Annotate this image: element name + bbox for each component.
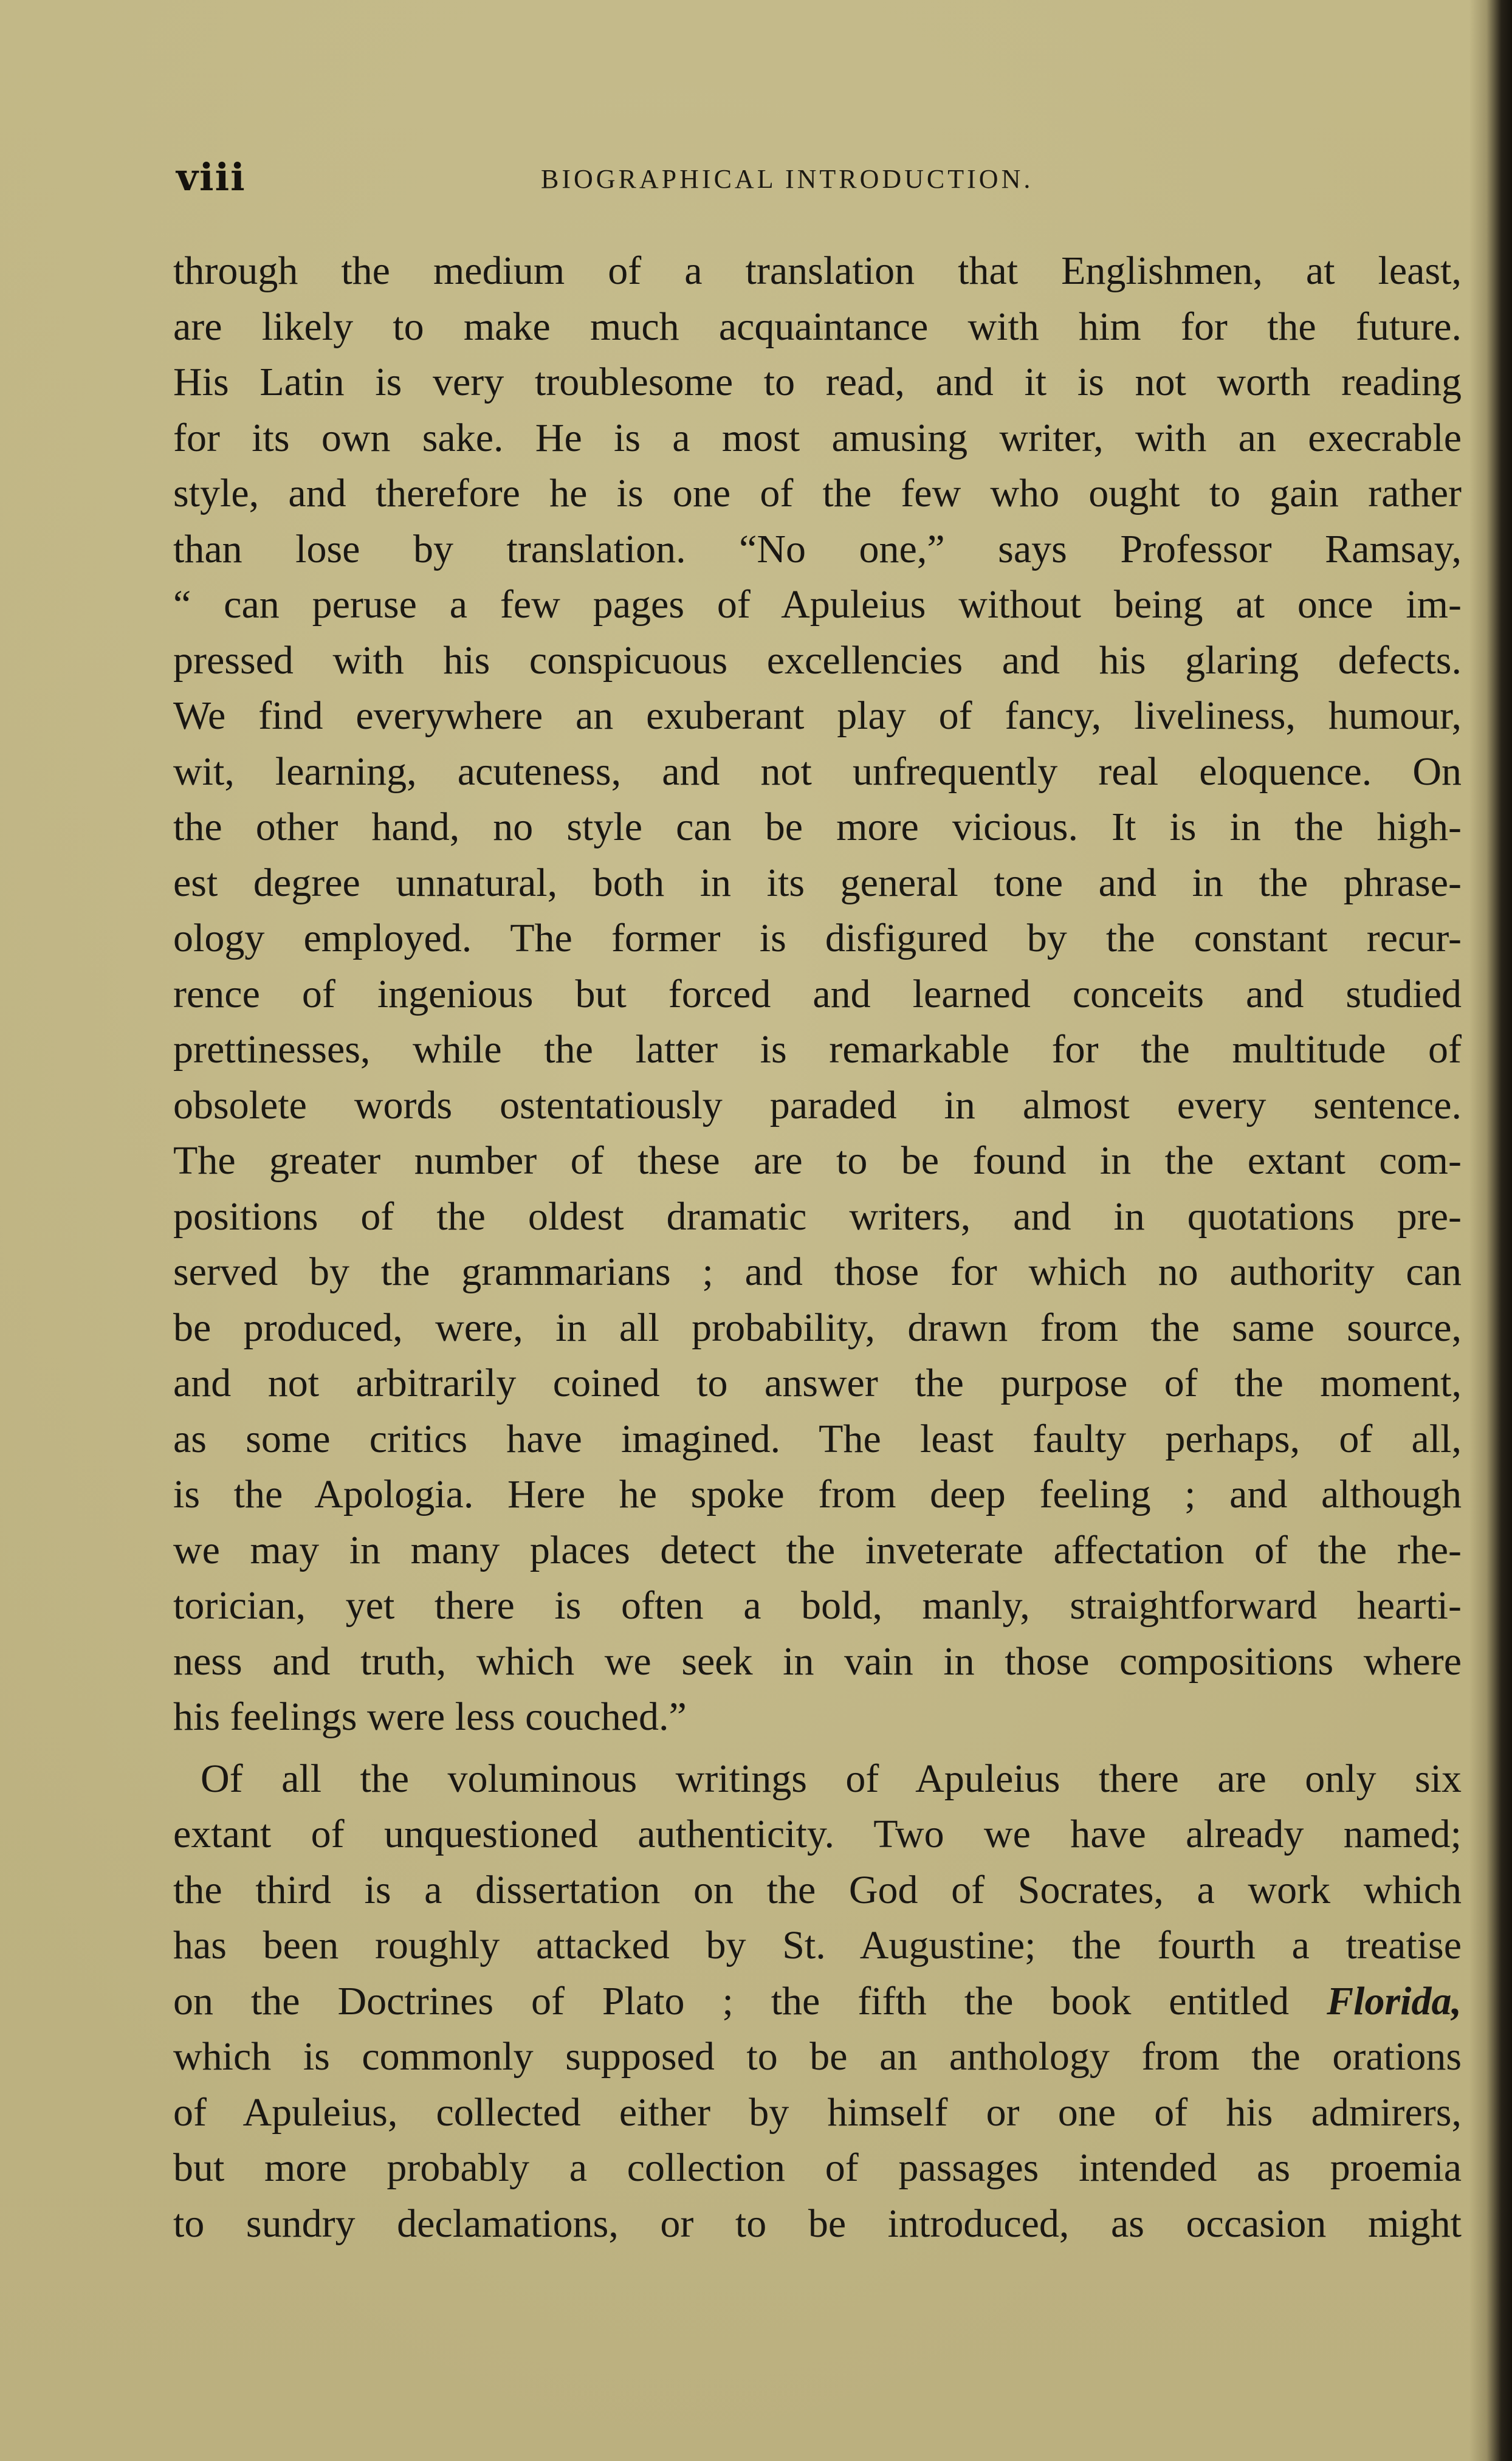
florida-title: Florida, [1327, 1978, 1462, 2023]
text-line: wit, learning, acuteness, and not unfrequently real eloquence. On [173, 749, 1462, 794]
text-line: his feelings were less couched.” [173, 1695, 687, 1739]
text-line: as some critics have imagined. The least faulty perhaps, of all, [173, 1416, 1462, 1461]
text-line: Of all the voluminous writings of Apuleius there are only six [201, 1756, 1462, 1801]
paragraph-writings [173, 1751, 1462, 2252]
text-line: but more probably a collection of passages intended as proemia [173, 2146, 1462, 2190]
text-line: We find everywhere an exuberant play of fancy, liveliness, humour, [173, 694, 1462, 738]
text-line: positions of the oldest dramatic writers, and in quotations pre- [173, 1194, 1462, 1239]
page-binding-edge [1469, 0, 1512, 2461]
text-line: served by the grammarians ; and those for which no authority can [173, 1250, 1462, 1294]
paragraph-quote [173, 243, 1462, 1745]
text-line: than lose by translation. “No one,” says Professor Ramsay, [173, 526, 1462, 571]
text-line: to sundry declamations, or to be introduced, as occasion might [173, 2201, 1462, 2246]
text-line: ology employed. The former is disfigured by the constant recur- [173, 916, 1462, 960]
text-line: The greater number of these are to be found in the extant com- [173, 1138, 1462, 1183]
text-line-florida [173, 1974, 1462, 2029]
body-text [173, 243, 1462, 2251]
text-line: which is commonly supposed to be an anthology from the orations [173, 2034, 1462, 2079]
text-line: of Apuleius, collected either by himself or one of his admirers, [173, 2090, 1462, 2135]
text-line: be produced, were, in all probability, drawn from the same source, [173, 1305, 1462, 1350]
text-line: are likely to make much acquaintance with him for the future. [173, 304, 1462, 349]
text-line: and not arbitrarily coined to answer the purpose of the moment, [173, 1361, 1462, 1405]
text-line: we may in many places detect the inveterate affectation of the rhe- [173, 1527, 1462, 1572]
text-line: est degree unnatural, both in its general tone and in the phrase- [173, 860, 1462, 905]
text-line: rence of ingenious but forced and learned conceits and studied [173, 971, 1462, 1016]
page-header [176, 155, 1459, 204]
text-line: style, and therefore he is one of the few who ought to gain rather [173, 471, 1462, 515]
text-line: through the medium of a translation that Englishmen, at least, [173, 249, 1462, 293]
text-line: torician, yet there is often a bold, manly, straightforward hearti- [173, 1583, 1462, 1628]
text-line: prettinesses, while the latter is remarkable for the multitude of [173, 1027, 1462, 1072]
text-line: is the Apologia. Here he spoke from deep feeling ; and although [173, 1472, 1462, 1516]
page-number: viii [176, 155, 246, 199]
text-line: pressed with his conspicuous excellencies and his glaring defects. [173, 638, 1462, 683]
text-line: has been roughly attacked by St. Augustine; the fourth a treatise [173, 1923, 1462, 1967]
running-head: BIOGRAPHICAL INTRODUCTION. [541, 164, 1034, 194]
text-line: extant of unquestioned authenticity. Two we have already named; [173, 1812, 1462, 1856]
text-line: the other hand, no style can be more vicious. It is in the high- [173, 805, 1462, 849]
line-text: on the Doctrines of Plato ; the fifth the book entitled [173, 1978, 1327, 2023]
text-line: the third is a dissertation on the God of Socrates, a work which [173, 1867, 1462, 1912]
text-line: “ can peruse a few pages of Apuleius without being at once im- [173, 582, 1462, 627]
text-line: ness and truth, which we seek in vain in those compositions where [173, 1639, 1462, 1684]
paragraph-gap [173, 1745, 1462, 1751]
text-line: for its own sake. He is a most amusing writer, with an execrable [173, 415, 1462, 460]
text-line: His Latin is very troublesome to read, and it is not worth reading [173, 360, 1462, 404]
text-line: obsolete words ostentatiously paraded in almost every sentence. [173, 1082, 1462, 1127]
